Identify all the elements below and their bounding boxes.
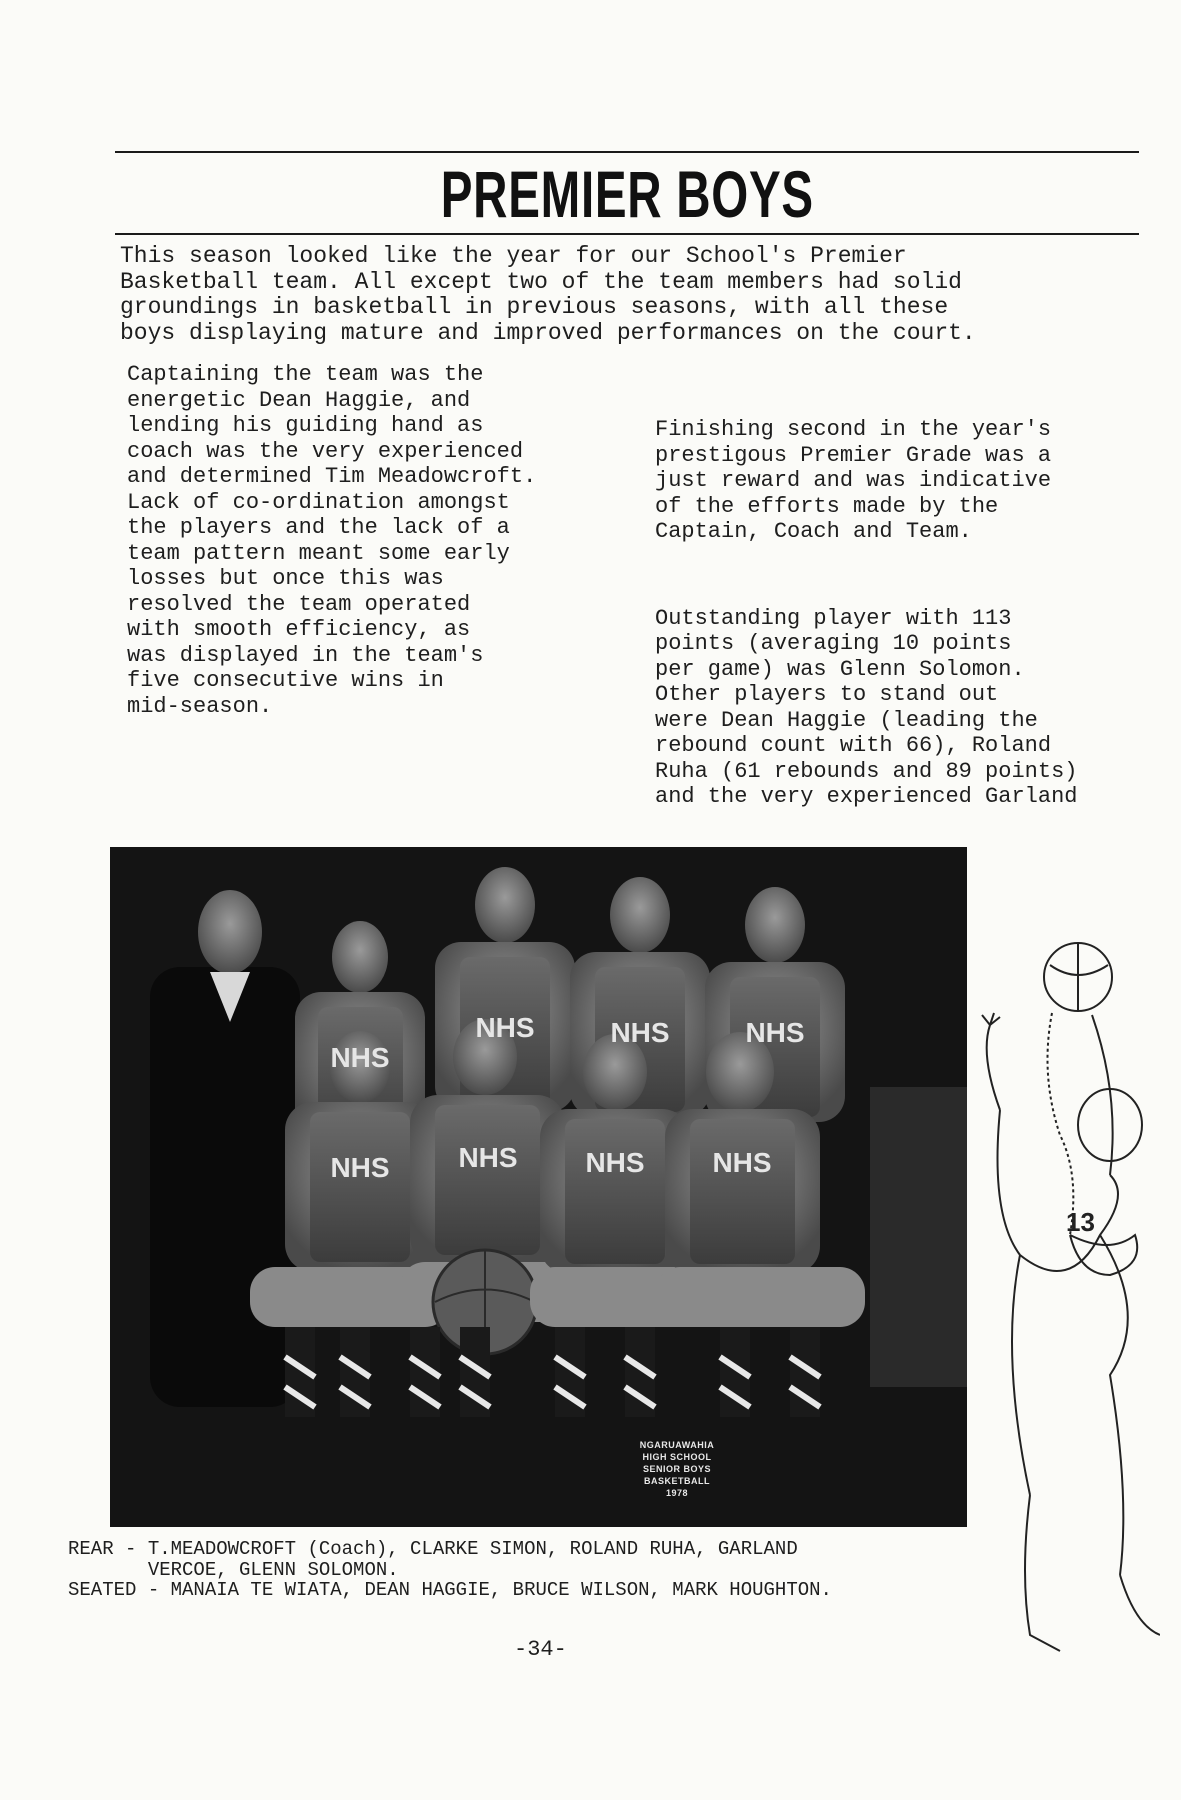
title-rule-bottom <box>115 233 1139 235</box>
text-line: coach was the very experienced <box>127 438 524 464</box>
right-column-paragraph-1 <box>655 417 1077 545</box>
text-line: VERCOE, GLENN SOLOMON. <box>68 1558 399 1581</box>
text-line: per game) was Glenn Solomon. <box>655 656 1025 682</box>
basketball-player-drawing <box>960 935 1160 1665</box>
text-line: five consecutive wins in <box>127 668 444 693</box>
text-line: the players and the lack of a <box>127 515 510 540</box>
text-line: energetic Dean Haggie, and <box>127 387 471 413</box>
drawing-jersey-number: 13 <box>1066 1207 1095 1237</box>
page-number: -34- <box>514 1637 567 1662</box>
text-line: were Dean Haggie (leading the <box>655 707 1038 733</box>
text-line: NGARUAWAHIA <box>639 1440 715 1450</box>
text-line: resolved the team operated <box>127 591 471 617</box>
photo-caption <box>68 1539 832 1601</box>
text-line: Captain, Coach and Team. <box>655 519 972 544</box>
text-line: HIGH SCHOOL <box>642 1452 712 1462</box>
right-column-paragraph-2 <box>655 606 1077 810</box>
text-line: Lack of co-ordination amongst <box>127 489 510 515</box>
text-line: Captaining the team was the <box>127 362 484 387</box>
title-rule-top <box>115 151 1139 153</box>
text-line: SENIOR BOYS <box>642 1464 711 1474</box>
text-line: losses but once this was <box>127 566 444 591</box>
text-line: groundings in basketball in previous seasons, with all these <box>120 294 949 320</box>
text-line: points (averaging 10 points <box>655 631 1012 656</box>
intro-paragraph <box>120 244 1120 346</box>
jersey-text-back-2: NHS <box>475 1012 535 1043</box>
text-line: 1978 <box>665 1488 689 1498</box>
text-line: mid-season. <box>127 693 273 719</box>
text-line: just reward and was indicative <box>655 468 1052 493</box>
text-line: with smooth efficiency, as <box>127 617 471 642</box>
text-line: This season looked like the year for our School's Premier <box>120 243 907 269</box>
jersey-text-back-1: NHS <box>330 1042 390 1073</box>
team-photo <box>110 847 967 1527</box>
jersey-text-front-4: NHS <box>712 1147 772 1178</box>
text-line: and the very experienced Garland <box>655 784 1078 809</box>
jersey-text-front-2: NHS <box>458 1142 518 1173</box>
text-line: prestigous Premier Grade was a <box>655 442 1052 468</box>
photo-plaque <box>607 1439 747 1499</box>
text-line: Finishing second in the year's <box>655 417 1052 442</box>
jersey-text-front-3: NHS <box>585 1147 645 1178</box>
jersey-text-front-1: NHS <box>330 1152 390 1183</box>
text-line: Basketball team. All except two of the team members had solid <box>120 268 962 295</box>
text-line: SEATED - MANAIA TE WIATA, DEAN HAGGIE, BRUCE WILSON, MARK HOUGHTON. <box>68 1579 832 1601</box>
text-line: Other players to stand out <box>655 682 999 707</box>
text-line: Outstanding player with 113 <box>655 605 1012 631</box>
text-line: of the efforts made by the <box>655 493 999 519</box>
text-line: lending his guiding hand as <box>127 413 484 438</box>
text-line: was displayed in the team's <box>127 642 484 668</box>
jersey-text-back-4: NHS <box>745 1017 805 1048</box>
page-title: PREMIER BOYS <box>440 157 814 231</box>
text-line: team pattern meant some early <box>127 540 510 566</box>
text-line: REAR - T.MEADOWCROFT (Coach), CLARKE SIMON, ROLAND RUHA, GARLAND <box>68 1538 798 1560</box>
text-line: and determined Tim Meadowcroft. <box>127 464 537 489</box>
left-column <box>127 362 536 719</box>
jersey-text-back-3: NHS <box>610 1017 670 1048</box>
right-column <box>655 366 1077 835</box>
text-line: BASKETBALL <box>644 1476 710 1486</box>
text-line: Ruha (61 rebounds and 89 points) <box>655 758 1078 784</box>
text-line: boys displaying mature and improved performances on the court. <box>120 319 976 346</box>
team-photo-illustration <box>110 847 967 1527</box>
text-line: rebound count with 66), Roland <box>655 733 1052 758</box>
